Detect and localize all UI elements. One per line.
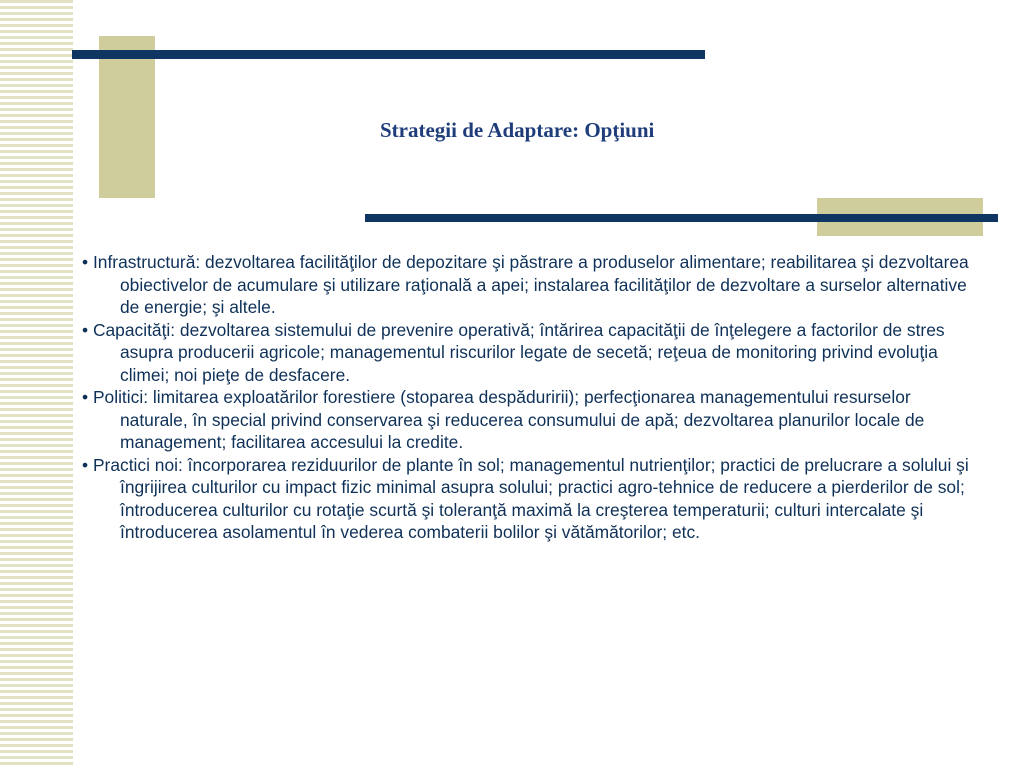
bullet-icon: • bbox=[82, 319, 89, 340]
bullet-list bbox=[82, 251, 982, 544]
bullet-text: Politici: limitarea exploatărilor forestiere (stoparea despăduririi); perfecţionarea managementului resurselor naturale, în special privind conservarea şi reducerea consumului de apă; dezvoltarea planurilor locale de management; facilitarea accesului la credite. bbox=[92, 387, 925, 452]
decorative-stripes bbox=[0, 0, 73, 768]
bullet-text: Capacităţi: dezvoltarea sistemului de prevenire operativă; întărirea capacităţii de înţelegere a factorilor de stres asupra producerii agricole; managementul riscurilor legate de secetă; reţeua de monitoring privind evoluţia climei; noi pieţe de desfacere. bbox=[92, 319, 945, 385]
decorative-navy-bar-bottom bbox=[365, 214, 998, 222]
bullet-icon: • bbox=[82, 454, 89, 475]
decorative-navy-bar-top bbox=[72, 50, 705, 59]
bullet-icon: • bbox=[82, 387, 89, 407]
bullet-item-capacitati bbox=[82, 319, 982, 387]
bullet-text: Infrastructură: dezvoltarea facilităţilor de depozitare şi păstrare a produselor alimentare; reabilitarea şi dezvoltarea obiectivelor de acumulare şi utilizare raţională a apei; instalarea facilităţilor de dezvoltare a surselor alternative de energie; şi altele. bbox=[92, 252, 969, 317]
bullet-text: Practici noi: încorporarea reziduurilor de plante în sol; managementul nutrienţilor; practici de prelucrare a solului şi îngrijirea culturilor cu impact fizic minimal asupra solului; practici agro-tehnice de reducere a pierderilor de sol; întroducerea culturilor cu rotaţie scurtă şi toleranţă maximă la creşterea temperaturii; culturi intercalate şi întroducerea asolamentul în vederea combaterii bolilor şi vătămătorilor; etc. bbox=[92, 454, 969, 542]
bullet-item-infrastructura bbox=[82, 251, 982, 319]
slide-title: Strategii de Adaptare: Opţiuni bbox=[380, 118, 655, 142]
decorative-khaki-block-left bbox=[99, 36, 155, 198]
bullet-icon: • bbox=[82, 252, 89, 272]
bullet-item-politici bbox=[82, 386, 982, 454]
bullet-item-practici-noi bbox=[82, 454, 982, 544]
